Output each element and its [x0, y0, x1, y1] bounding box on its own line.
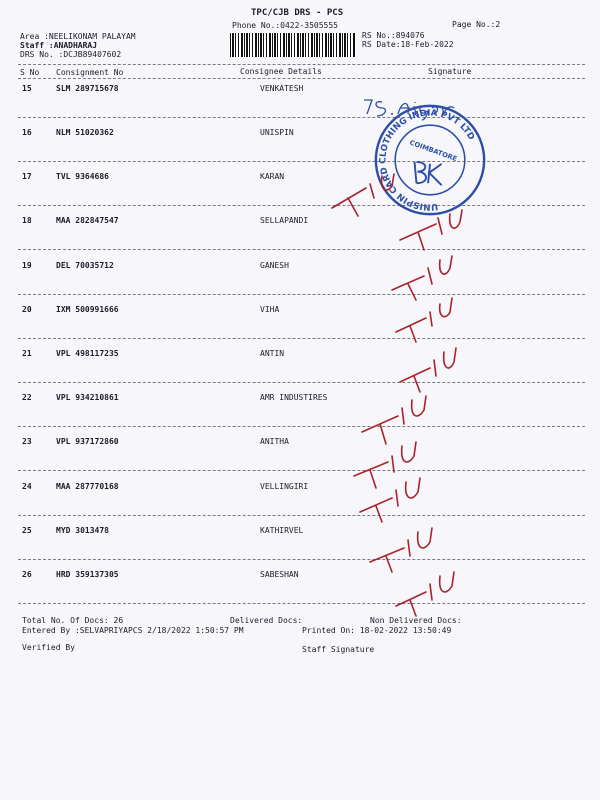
column-consignee: Consignee Details	[240, 67, 322, 76]
row-sno: 21	[22, 349, 32, 358]
row-sno: 19	[22, 261, 32, 270]
row-sno: 20	[22, 305, 32, 314]
row-consignment: SLM 289715678	[56, 84, 119, 93]
verified-by: Verified By	[22, 643, 75, 652]
non-delivered-docs: Non Delivered Docs:	[370, 616, 462, 625]
barcode	[230, 33, 356, 57]
row-consignee: UNISPIN	[260, 128, 294, 137]
row-sno: 16	[22, 128, 32, 137]
staff-signature: Staff Signature	[302, 645, 375, 654]
phone-number: Phone No.:0422-3505555	[232, 21, 338, 30]
row-consignment: NLM 51020362	[56, 128, 114, 137]
row-consignment: VPL 937172860	[56, 437, 119, 446]
row-consignment: VPL 498117235	[56, 349, 119, 358]
row-consignee: GANESH	[260, 261, 289, 270]
row-sno: 23	[22, 437, 32, 446]
stamp-text: UNISPIN CARD CLOTHING INDIA PVT LTD	[378, 108, 477, 212]
row-consignee: KATHIRVEL	[260, 526, 304, 535]
row-consignment: TVL 9364686	[56, 172, 109, 181]
row-sno: 18	[22, 216, 32, 225]
row-consignment: IXM 500991666	[56, 305, 119, 314]
printed-on: Printed On: 18-02-2022 13:50:49	[302, 626, 452, 635]
handwritten-delivery-marks	[300, 90, 500, 650]
row-sno: 25	[22, 526, 32, 535]
stamp-center: COIMBATORE	[408, 138, 459, 164]
row-consignee: VENKATESH	[260, 84, 304, 93]
row-consignment: HRD 359137305	[56, 570, 119, 579]
row-consignment: VPL 934210861	[56, 393, 119, 402]
row-consignee: VIHA	[260, 305, 280, 314]
rs-number: RS No.:894076	[362, 31, 425, 40]
area-label: Area :NEELIKONAM PALAYAM	[20, 32, 136, 41]
row-sno: 26	[22, 570, 32, 579]
header-divider-top	[18, 64, 585, 65]
row-consignment: MAA 282847547	[56, 216, 119, 225]
column-signature: Signature	[428, 67, 472, 76]
row-sno: 22	[22, 393, 32, 402]
row-sno: 24	[22, 482, 32, 491]
row-sno: 17	[22, 172, 32, 181]
row-consignment: MAA 287770168	[56, 482, 119, 491]
column-consignment: Consignment No	[56, 68, 124, 77]
row-consignee: SABESHAN	[260, 570, 299, 579]
header-divider-bottom	[18, 78, 585, 79]
rs-date: RS Date:18-Feb-2022	[362, 40, 454, 49]
delivered-docs: Delivered Docs:	[230, 616, 303, 625]
row-consignee: SELLAPANDI	[260, 216, 309, 225]
drs-number: DRS No. :DCJB89407602	[20, 50, 122, 59]
row-consignment: DEL 70035712	[56, 261, 114, 270]
row-consignee: ANTIN	[260, 349, 285, 358]
staff-label: Staff :ANADHARAJ	[20, 41, 98, 50]
row-consignee: ANITHA	[260, 437, 289, 446]
entered-by: Entered By :SELVAPRIYAPCS 2/18/2022 1:50:57 PM	[22, 626, 244, 635]
row-consignee: VELLINGIRI	[260, 482, 309, 491]
document-title: TPC/CJB DRS - PCS	[251, 8, 344, 18]
column-sno: S No	[20, 68, 40, 77]
row-consignee: AMR INDUSTIRES	[260, 393, 328, 402]
row-sno: 15	[22, 84, 32, 93]
row-consignment: MYD 3013478	[56, 526, 109, 535]
row-consignee: KARAN	[260, 172, 285, 181]
page-number: Page No.:2	[452, 20, 501, 29]
total-docs: Total No. Of Docs: 26	[22, 616, 124, 625]
